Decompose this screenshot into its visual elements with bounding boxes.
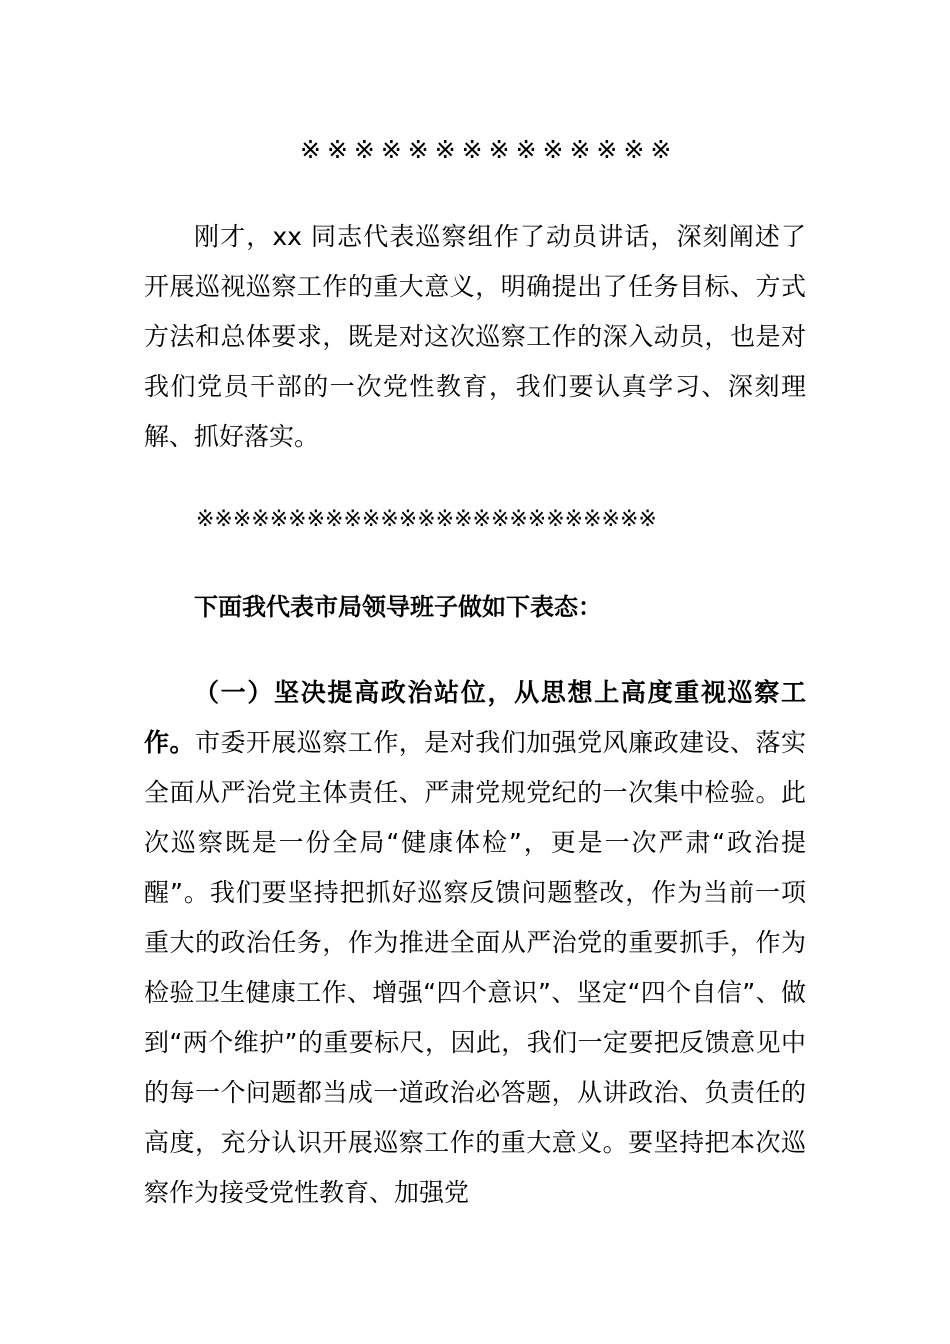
section-1-title: （一）坚决提高政治站位，从思想上高度重视巡察工作。 [144, 678, 806, 757]
opening-paragraph: 刚才，xx 同志代表巡察组作了动员讲话，深刻阐述了开展巡视巡察工作的重大意义，明确提出了任务目标、方式方法和总体要求，既是对这次巡察工作的深入动员，也是对我们党员干部的一次党性教育，我们要认真学习、深刻理解、抓好落实。 [144, 222, 806, 451]
section-1-body: 市委开展巡察工作，是对我们加强党风廉政建设、落实全面从严治党主体责任、严肃党规党纪的一次集中检验。此次巡察既是一份全局“健康体检”，更是一次严肃“政治提醒”。我们要坚持把抓好巡察反馈问题整改，作为当前一项重大的政治任务，作为推进全面从严治党的重要抓手，作为检验卫生健康工作、增强“四个意识”、坚定“四个自信”、做到“两个维护”的重要标尺，因此，我们一定要把反馈意见中的每一个问题都当成一道政治必答题，从讲政治、负责任的高度，充分认识开展巡察工作的重大意义。要坚持把本次巡察作为接受党性教育、加强党 [144, 728, 806, 1207]
statement-heading: 下面我代表市局领导班子做如下表态： [194, 593, 602, 621]
separator-middle: ※※※※※※※※※※※※※※※※※※※※※※※※※ [196, 507, 657, 532]
section-1-paragraph [144, 668, 806, 1218]
separator-top: ※※※※※※※※※※※※※※ [300, 135, 678, 164]
